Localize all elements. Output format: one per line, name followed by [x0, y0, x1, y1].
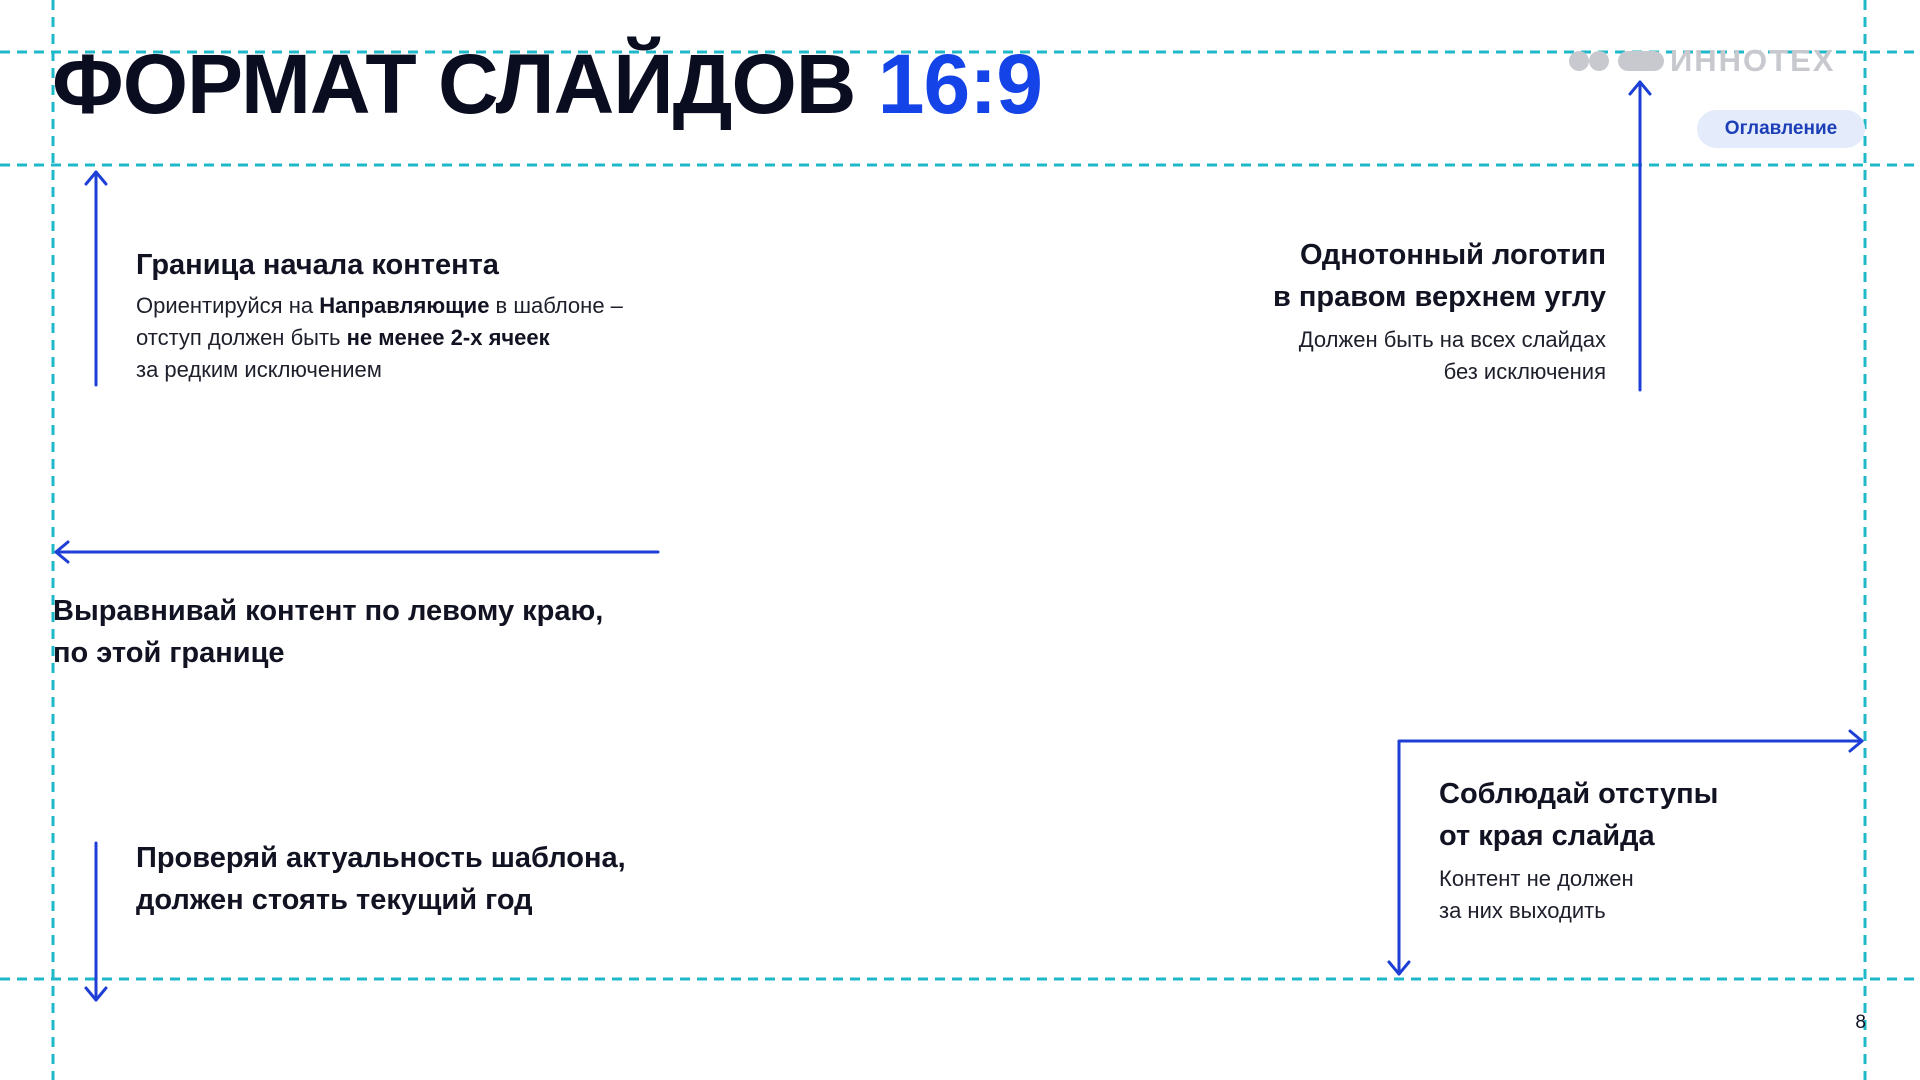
year-rule-block [136, 837, 836, 921]
title-main: ФОРМАТ СЛАЙДОВ [52, 37, 856, 131]
content-start-heading: Граница начала контента [136, 249, 499, 281]
heading-line: Соблюдай отступы [1439, 778, 1719, 810]
text-fragment: Ориентируйся на [136, 293, 320, 318]
text-line: без исключения [1443, 359, 1606, 384]
arrow-left-align [56, 542, 658, 562]
brand-logo [1566, 44, 1866, 78]
text-line: Контент не должен [1439, 866, 1634, 891]
logo-mark-icon [1566, 44, 1670, 78]
text-emphasis: не менее 2-х ячеек [346, 325, 550, 350]
heading-line: по этой границе [53, 637, 285, 669]
margins-rule-text [1439, 863, 1859, 927]
text-fragment: за редким исключением [136, 357, 382, 382]
content-start-text [136, 290, 756, 386]
logo-rule-text [1160, 324, 1606, 388]
arrow-up-content-start [86, 172, 106, 385]
heading-line: должен стоять текущий год [136, 884, 533, 916]
arrow-down-year [86, 843, 106, 1000]
align-rule-block [53, 590, 753, 674]
text-emphasis: Направляющие [319, 293, 490, 318]
year-rule-heading [136, 837, 836, 921]
heading-line: в правом верхнем углу [1273, 281, 1606, 313]
logo-rule-block [1160, 234, 1606, 388]
toc-button[interactable]: Оглавление [1697, 110, 1865, 148]
text-fragment: в шаблоне – [489, 293, 623, 318]
page-title [52, 36, 1042, 132]
heading-line: от края слайда [1439, 820, 1655, 852]
page-number: 8 [1855, 1012, 1866, 1033]
content-start-block [136, 244, 756, 386]
text-fragment: отступ должен быть [136, 325, 347, 350]
align-rule-heading [53, 590, 753, 674]
text-line: за них выходить [1439, 898, 1606, 923]
arrow-up-logo [1630, 82, 1650, 390]
margins-rule-block [1439, 773, 1859, 927]
logo-text: ИННОТЕХ [1670, 43, 1836, 78]
heading-line: Проверяй актуальность шаблона, [136, 842, 626, 874]
logo-rule-heading [1160, 234, 1606, 318]
heading-line: Выравнивай контент по левому краю, [53, 595, 604, 627]
title-accent: 16:9 [877, 37, 1042, 131]
text-line: Должен быть на всех слайдах [1298, 327, 1606, 352]
margins-rule-heading [1439, 773, 1859, 857]
heading-line: Однотонный логотип [1300, 239, 1606, 271]
